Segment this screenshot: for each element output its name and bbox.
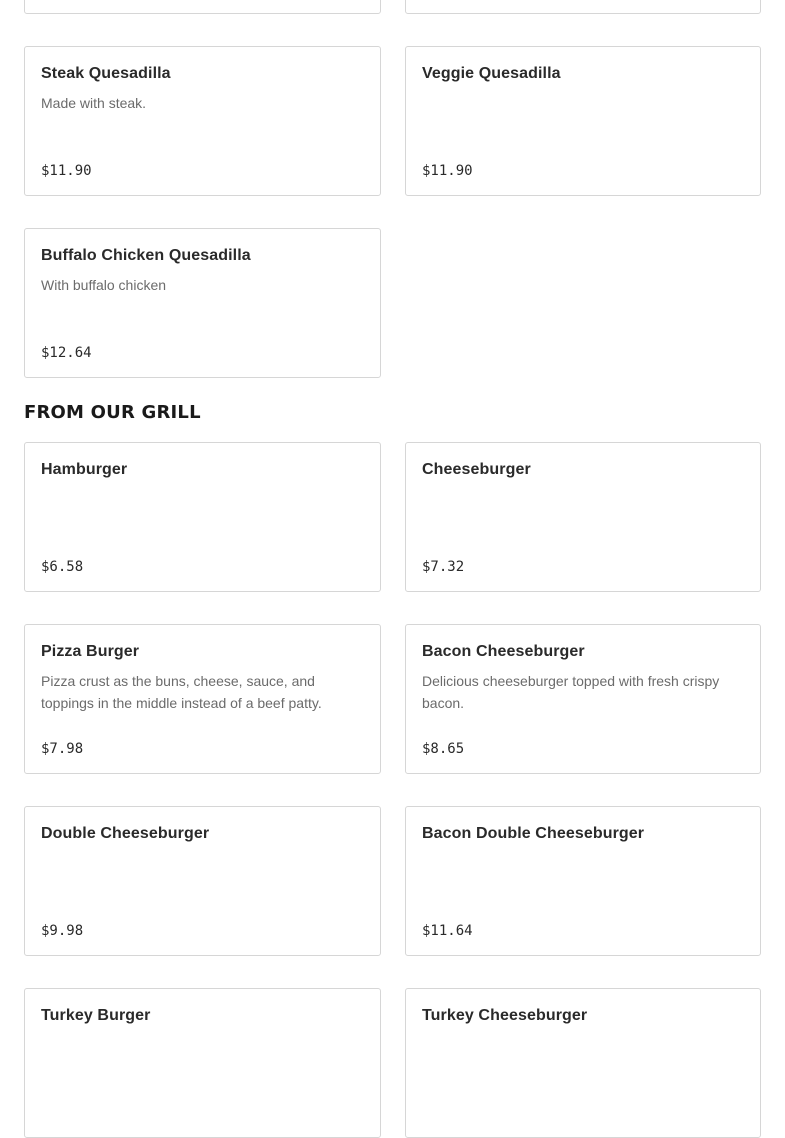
menu-item-card[interactable] (405, 806, 761, 956)
menu-item-card[interactable] (24, 46, 381, 196)
menu-item-name: Veggie Quesadilla (422, 65, 561, 82)
menu-item-card[interactable] (405, 46, 761, 196)
menu-item-price: $9.98 (41, 923, 84, 939)
menu-item-name: Bacon Cheeseburger (422, 643, 585, 660)
menu-item-name: Pizza Burger (41, 643, 140, 660)
menu-item-name: Bacon Double Cheeseburger (422, 825, 645, 842)
menu-item-card[interactable] (24, 228, 381, 378)
section-heading: FROM OUR GRILL (24, 402, 201, 423)
menu-item-description: Delicious cheeseburger topped with fresh crispy bacon. (422, 673, 720, 711)
menu-item-card[interactable] (24, 624, 381, 774)
menu-item-name: Hamburger (41, 461, 128, 478)
menu-item-name: Double Cheeseburger (41, 825, 210, 842)
menu-item-price: $11.64 (422, 923, 473, 939)
menu-item-card[interactable] (405, 988, 761, 1138)
menu-item-card[interactable] (24, 442, 381, 592)
menu-item-price: $8.65 (422, 741, 465, 757)
menu-item-price: $7.32 (422, 559, 465, 575)
menu-item-card[interactable] (405, 442, 761, 592)
menu-item-card[interactable] (24, 988, 381, 1138)
menu-item-name: Turkey Burger (41, 1007, 151, 1024)
menu-item-price: $7.98 (41, 741, 84, 757)
menu-item-price: $6.58 (41, 559, 84, 575)
menu-item-card[interactable] (405, 0, 761, 14)
menu-item-card[interactable] (405, 624, 761, 774)
menu-item-price: $12.64 (41, 345, 92, 361)
menu-item-description: Made with steak. (41, 95, 147, 111)
menu-item-card[interactable] (24, 0, 381, 14)
menu-item-description: With buffalo chicken (41, 277, 167, 293)
menu-item-price: $11.90 (422, 163, 473, 179)
menu-item-card[interactable] (24, 806, 381, 956)
menu-item-description: Pizza crust as the buns, cheese, sauce, and toppings in the middle instead of a beef patty. (41, 673, 322, 711)
menu-item-name: Turkey Cheeseburger (422, 1007, 588, 1024)
menu-item-price: $11.90 (41, 163, 92, 179)
menu-item-name: Buffalo Chicken Quesadilla (41, 247, 251, 264)
menu-item-name: Cheeseburger (422, 461, 531, 478)
menu-item-name: Steak Quesadilla (41, 65, 171, 82)
